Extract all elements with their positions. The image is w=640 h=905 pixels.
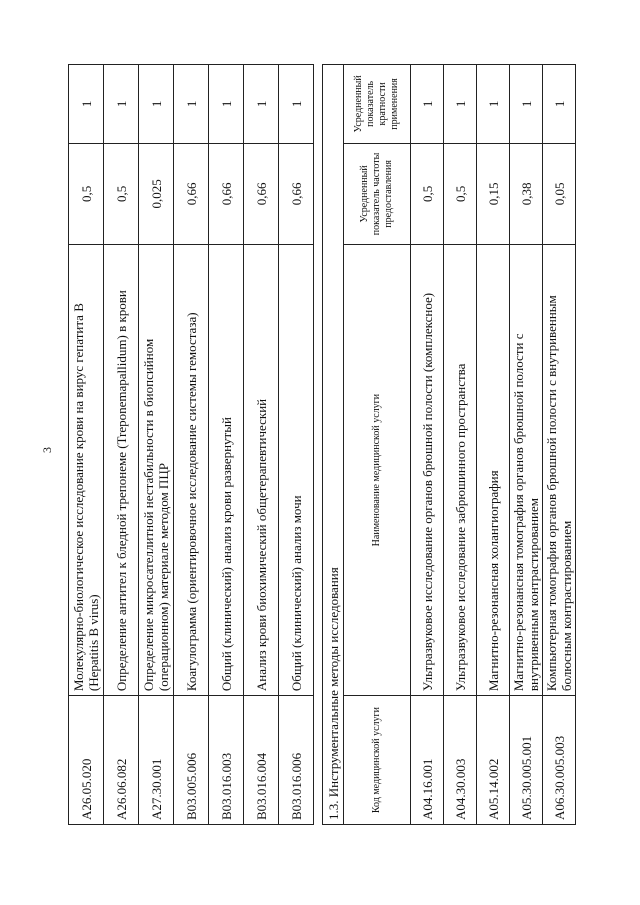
table-row	[543, 65, 576, 825]
multiplicity-value: 1	[477, 65, 510, 144]
service-name: Ультразвуковое исследование органов брюшной полости (комплексное)	[411, 245, 444, 696]
header-row	[344, 65, 411, 825]
page-number: 3	[40, 447, 54, 453]
table-row	[174, 65, 209, 825]
service-code: A04.16.001	[411, 696, 444, 825]
header-name: Наименование медицинской услуги	[344, 245, 411, 696]
service-name: Молекулярно-биологическое исследование крови на вирус гепатита В (Hepatitis В virus)	[69, 245, 104, 696]
section-title-row	[323, 65, 344, 825]
service-code: B03.016.004	[244, 696, 279, 825]
multiplicity-value: 1	[104, 65, 139, 144]
table-row	[104, 65, 139, 825]
table-row	[444, 65, 477, 825]
service-name: Общий (клинический) анализ мочи	[279, 245, 314, 696]
multiplicity-value: 1	[244, 65, 279, 144]
table-row	[69, 65, 104, 825]
service-code: B03.016.006	[279, 696, 314, 825]
services-table-top	[68, 64, 314, 825]
header-frequency: Усредненный показатель частоты предоставления	[344, 143, 411, 244]
service-code: B03.005.006	[174, 696, 209, 825]
service-name: Ультразвуковое исследование забрюшинного пространства	[444, 245, 477, 696]
multiplicity-value: 1	[69, 65, 104, 144]
multiplicity-value: 1	[174, 65, 209, 144]
multiplicity-value: 1	[139, 65, 174, 144]
frequency-value: 0,05	[543, 143, 576, 244]
table-row	[279, 65, 314, 825]
service-code: A26.05.020	[69, 696, 104, 825]
table-row	[244, 65, 279, 825]
service-code: A04.30.003	[444, 696, 477, 825]
table-row	[510, 65, 543, 825]
multiplicity-value: 1	[279, 65, 314, 144]
frequency-value: 0,5	[411, 143, 444, 244]
multiplicity-value: 1	[411, 65, 444, 144]
service-name: Определение антител к бледной трепонеме (Treponemapallidum) в крови	[104, 245, 139, 696]
frequency-value: 0,5	[104, 143, 139, 244]
frequency-value: 0,66	[209, 143, 244, 244]
services-table-instrumental	[322, 64, 576, 825]
service-name: Компьютерная томография органов брюшной полости с внутривенным болюсным контрастированием	[543, 245, 576, 696]
multiplicity-value: 1	[209, 65, 244, 144]
service-name: Коагулограмма (ориентировочное исследование системы гемостаза)	[174, 245, 209, 696]
frequency-value: 0,15	[477, 143, 510, 244]
table-row	[139, 65, 174, 825]
header-code: Код медицинской услуги	[344, 696, 411, 825]
frequency-value: 0,66	[174, 143, 209, 244]
service-code: A05.14.002	[477, 696, 510, 825]
multiplicity-value: 1	[510, 65, 543, 144]
service-name: Определение микросателлитной нестабильности в биопсийном (операционном) материале методом ПЦР	[139, 245, 174, 696]
service-code: A27.30.001	[139, 696, 174, 825]
table-row	[477, 65, 510, 825]
multiplicity-value: 1	[543, 65, 576, 144]
service-name: Магнитно-резонансная томография органов брюшной полости с внутривенным контрастированием	[510, 245, 543, 696]
header-multiplicity: Усредненный показатель кратности применения	[344, 65, 411, 144]
frequency-value: 0,025	[139, 143, 174, 244]
multiplicity-value: 1	[444, 65, 477, 144]
frequency-value: 0,38	[510, 143, 543, 244]
frequency-value: 0,5	[444, 143, 477, 244]
service-code: A06.30.005.003	[543, 696, 576, 825]
service-code: A26.06.082	[104, 696, 139, 825]
service-name: Магнитно-резонансная холангиография	[477, 245, 510, 696]
table-row	[411, 65, 444, 825]
service-name: Общий (клинический) анализ крови развернутый	[209, 245, 244, 696]
frequency-value: 0,66	[244, 143, 279, 244]
table-row	[209, 65, 244, 825]
frequency-value: 0,5	[69, 143, 104, 244]
service-code: A05.30.005.001	[510, 696, 543, 825]
section-title: 1.3. Инструментальные методы исследования	[323, 65, 344, 825]
frequency-value: 0,66	[279, 143, 314, 244]
service-code: B03.016.003	[209, 696, 244, 825]
service-name: Анализ крови биохимический общетерапевтический	[244, 245, 279, 696]
